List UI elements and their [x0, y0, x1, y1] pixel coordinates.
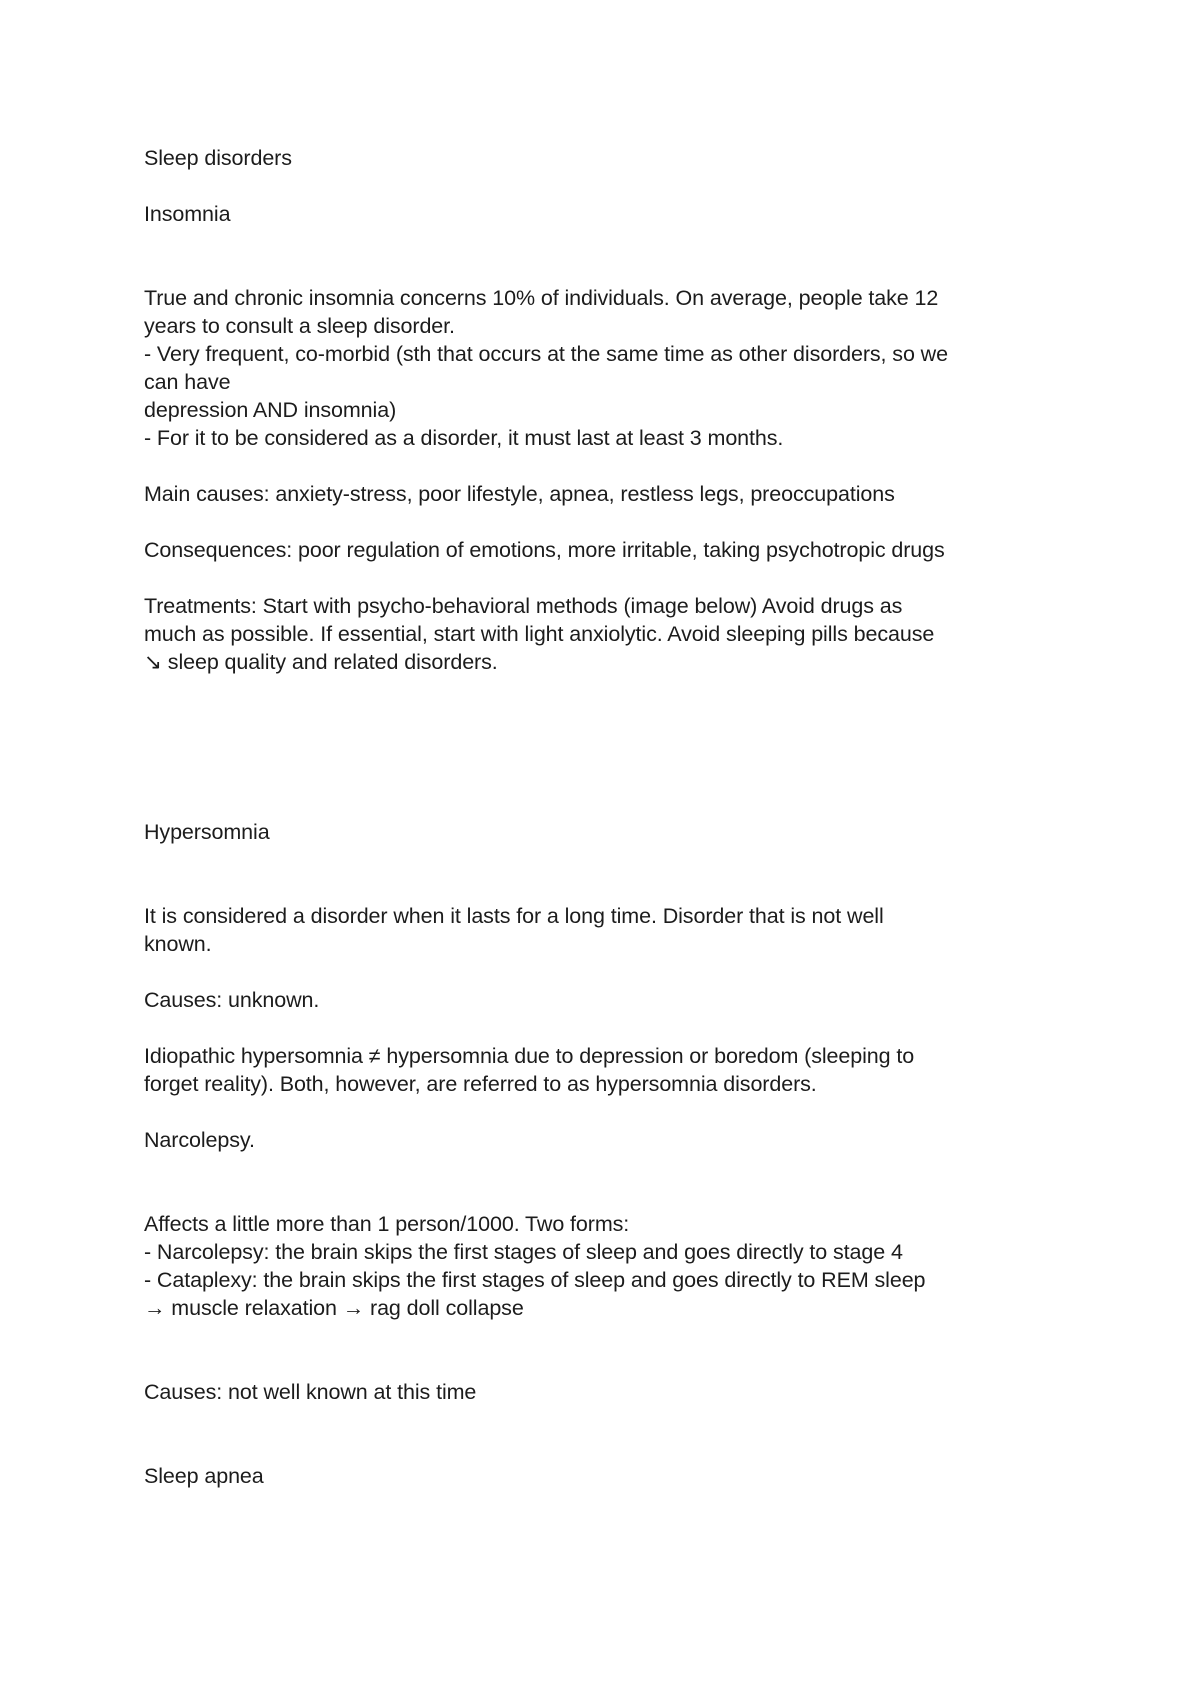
narcolepsy-causes: Causes: not well known at this time [144, 1380, 477, 1404]
insomnia-text-line: - Very frequent, co-morbid (sth that occurs at the same time as other disorders, so we [144, 342, 948, 366]
insomnia-text-line: - For it to be considered as a disorder, it must last at least 3 months. [144, 426, 784, 450]
narcolepsy-text-line: - Cataplexy: the brain skips the first stages of sleep and goes directly to REM sleep [144, 1268, 926, 1292]
insomnia-consequences: Consequences: poor regulation of emotions, more irritable, taking psychotropic drugs [144, 538, 945, 562]
insomnia-main-causes: Main causes: anxiety-stress, poor lifestyle, apnea, restless legs, preoccupations [144, 482, 895, 506]
hypersomnia-causes: Causes: unknown. [144, 988, 320, 1012]
insomnia-text-line: can have [144, 370, 231, 394]
narcolepsy-text-line: Affects a little more than 1 person/1000. Two forms: [144, 1212, 630, 1236]
document-title: Sleep disorders [144, 146, 292, 170]
narcolepsy-text-line: - Narcolepsy: the brain skips the first stages of sleep and goes directly to stage 4 [144, 1240, 903, 1264]
hypersomnia-idiopathic-line: forget reality). Both, however, are referred to as hypersomnia disorders. [144, 1072, 817, 1096]
section-heading-narcolepsy: Narcolepsy. [144, 1128, 255, 1152]
hypersomnia-idiopathic-line: Idiopathic hypersomnia ≠ hypersomnia due to depression or boredom (sleeping to [144, 1044, 915, 1068]
narcolepsy-text-line: → muscle relaxation → rag doll collapse [144, 1296, 524, 1320]
hypersomnia-text-line: It is considered a disorder when it lasts for a long time. Disorder that is not well [144, 904, 884, 928]
insomnia-text-line: depression AND insomnia) [144, 398, 397, 422]
insomnia-treatments-line: Treatments: Start with psycho-behavioral methods (image below) Avoid drugs as [144, 594, 903, 618]
section-heading-hypersomnia: Hypersomnia [144, 820, 270, 844]
insomnia-treatments-line: much as possible. If essential, start with light anxiolytic. Avoid sleeping pills because [144, 622, 935, 646]
insomnia-treatments-line: ↘ sleep quality and related disorders. [144, 650, 498, 674]
insomnia-text-line: years to consult a sleep disorder. [144, 314, 455, 338]
section-heading-sleep-apnea: Sleep apnea [144, 1464, 264, 1488]
section-heading-insomnia: Insomnia [144, 202, 231, 226]
hypersomnia-text-line: known. [144, 932, 212, 956]
insomnia-text-line: True and chronic insomnia concerns 10% of individuals. On average, people take 12 [144, 286, 939, 310]
